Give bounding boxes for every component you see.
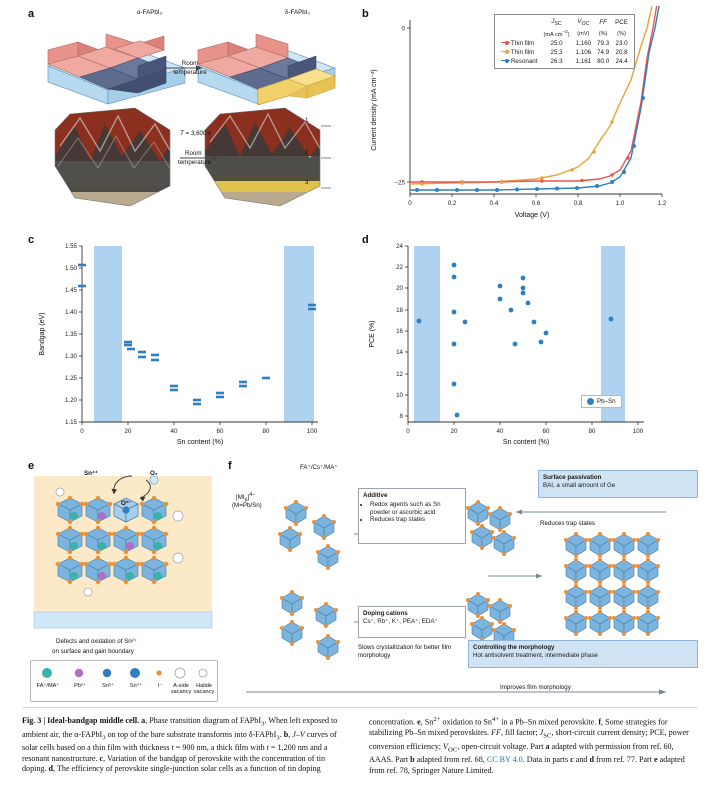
row-voc: 1,160: [575, 40, 592, 48]
label-sn4-plus: Sn⁴⁺: [84, 470, 99, 477]
svg-text:1.0: 1.0: [615, 200, 625, 207]
svg-text:60: 60: [216, 428, 224, 435]
label-o2-minus: O²⁻: [121, 500, 132, 507]
label-layer-2: 2: [305, 149, 309, 156]
panel-d-legend: [581, 395, 622, 408]
th-pce: PCE: [615, 19, 628, 27]
panel-e-letter: e: [28, 460, 35, 472]
svg-text:Sn content (%): Sn content (%): [502, 439, 550, 446]
svg-text:1.50: 1.50: [64, 265, 77, 273]
legend-label-fa-ma: FA⁺/MA⁺: [36, 683, 60, 689]
row-jsc: 26.3: [550, 58, 563, 66]
svg-text:0: 0: [406, 428, 410, 435]
svg-text:Bandgap (eV): Bandgap (eV): [39, 312, 46, 356]
box-doping-cations: [358, 606, 466, 638]
legend-item-pb-sn: [587, 398, 616, 405]
legend-label-a-site-vacancy: A-side vacancy: [170, 683, 192, 696]
box-doping-title: Doping cations: [363, 610, 408, 617]
svg-text:10: 10: [396, 392, 403, 400]
svg-text:14: 14: [396, 349, 403, 357]
label-room-temperature-2a: Room: [185, 150, 202, 157]
box-additive-bullet-2: • Reduces trap states: [370, 516, 461, 524]
svg-text:0: 0: [401, 25, 405, 33]
panel-c-chart: [28, 232, 348, 447]
th-voc: $V_{OC}$: [577, 18, 590, 28]
label-layer-1: 1: [305, 117, 309, 124]
label-o2: O₂: [150, 470, 158, 477]
svg-text:0: 0: [408, 200, 412, 207]
svg-text:1.45: 1.45: [64, 287, 77, 295]
panel-e-legend: [30, 660, 218, 702]
box-doping-bullet-1: Cs⁺, Rb⁺, K⁺, PEA⁺, EDA⁺: [363, 617, 438, 625]
row-name: Thin film: [510, 49, 535, 57]
svg-text:100: 100: [306, 428, 318, 435]
legend-label-pb2: Pb²⁺: [74, 683, 86, 689]
svg-text:8: 8: [399, 413, 403, 421]
svg-text:PCE (%): PCE (%): [369, 320, 376, 348]
svg-text:80: 80: [588, 428, 596, 435]
row-pce: 23.0: [615, 40, 628, 48]
svg-text:−25: −25: [394, 179, 405, 187]
label-m-pb-sn: (M=Pb/Sn): [232, 502, 262, 509]
svg-text:100: 100: [632, 428, 644, 435]
legend-label-sn4: Sn⁴⁺: [129, 683, 143, 689]
row-pce: 20.8: [615, 49, 628, 57]
row-pce: 24.4: [615, 58, 628, 66]
th-voc-unit: (mV): [577, 30, 590, 37]
jv-parameters-table: [498, 17, 631, 66]
row-name: Resonant: [510, 58, 538, 66]
box-morphology-title: Controlling the morphology: [473, 644, 555, 651]
table-row: [498, 57, 631, 66]
panel-f-letter: f: [228, 460, 232, 472]
panel-c-letter: c: [28, 234, 35, 246]
legend-label-sn2: Sn²⁺: [102, 683, 114, 689]
svg-text:Sn content (%): Sn content (%): [176, 439, 224, 446]
panel-a-letter: a: [28, 8, 35, 20]
box-surface-passivation: [538, 470, 698, 498]
panel-a-graphic: [30, 6, 350, 221]
label-delta-fapbi3: δ-FAPbI₃: [285, 9, 310, 16]
row-voc: 1,106: [575, 49, 592, 57]
svg-text:1.20: 1.20: [64, 397, 77, 405]
svg-text:1.2: 1.2: [657, 200, 667, 207]
svg-text:60: 60: [542, 428, 550, 435]
label-room-temperature-1a: Room: [181, 60, 199, 67]
panel-e-title-1: Defects and oxidation of Sn²⁺: [56, 638, 137, 645]
th-ff-unit: (%): [598, 30, 608, 37]
box-passivation-bullet-1: BAI, a small amount of Ge: [543, 481, 616, 489]
svg-text:0.6: 0.6: [531, 200, 541, 207]
box-morphology-bullet-1: Hot antisolvent treatment, intermediate phase: [473, 651, 598, 659]
label-alpha-fapbi3: α-FAPbI₃: [137, 9, 163, 16]
svg-text:1.40: 1.40: [64, 309, 77, 317]
caption-divider: [22, 707, 698, 708]
th-jsc-unit: (mA $cm^{-2}$): [543, 29, 570, 39]
row-jsc: 25.0: [550, 40, 563, 48]
caption-column-1: Fig. 3 | Ideal-bandgap middle cell. a, Phase transition diagram of FAPbI$_3$. When left exposed to ambient air, the α-FAPbI$_3$ on top of the bare substrate transforms into δ-FAPbI$_3$. b, J–V curves of solar cells based on a thin film with thickness t = 900 nm, a thick film with t = 1,200 nm and a resonant nanostructure. c, Variation of the bandgap of perovskite with the concentration of tin doping. d, The efficiency of perovskite single-junction solar cells as a function of tin doping concentration. e, $Sn^{2+}$ oxidation to $Sn^{4+}$ in a Pb–Sn mixed perovskite. f, Some strategies for stabilizing Pb–Sn mixed perovskites. FF, fill factor; $J_{SC}$, short-circuit current density; PCE, power conversion efficiency; $V_{OC}$, open-circuit voltage. Part a adapted with permission from ref. 60, AAAS. Part b adapted from ref. 68, CC BY 4.0. Data in parts c and d from ref. 77. Part e adapted from ref. 78, Springer Nature Limited.: [22, 716, 689, 776]
panel-e-graphic: [28, 468, 218, 653]
svg-text:22: 22: [396, 264, 403, 272]
panel-d-letter: d: [362, 234, 369, 246]
svg-text:80: 80: [262, 428, 270, 435]
svg-text:0: 0: [80, 428, 84, 435]
table-row: [498, 39, 631, 48]
box-passivation-title: Surface passivation: [543, 474, 602, 481]
box-additive: [358, 488, 466, 544]
row-ff: 74.9: [597, 49, 610, 57]
th-ff: FF: [599, 19, 607, 27]
th-jsc: $J_{SC}$: [551, 18, 562, 28]
label-fa-cs-ma: FA⁺/Cs⁺/MA⁺: [300, 464, 338, 471]
box-additive-title: Additive: [363, 492, 388, 499]
row-name: Thin film: [510, 40, 535, 48]
svg-text:Voltage (V): Voltage (V): [514, 212, 550, 219]
svg-text:20: 20: [396, 285, 403, 293]
cc-by-link[interactable]: CC BY 4.0: [486, 755, 523, 765]
panel-b-letter: b: [362, 8, 369, 20]
panel-d-chart: [362, 232, 692, 447]
box-additive-bullet-1: • Redox agents such as Sn powder or ascorbic acid: [370, 501, 461, 517]
label-room-temperature-1b: temperature: [173, 69, 207, 76]
panel-e-title-2: on surface and gain boundary: [52, 648, 134, 655]
svg-text:40: 40: [170, 428, 178, 435]
arrow-label-slows-crystallization: Slows crystallization for better film morphology: [358, 644, 452, 659]
legend-label-iodide: I⁻: [157, 683, 163, 689]
row-ff: 79.3: [597, 40, 610, 48]
svg-text:1.15: 1.15: [64, 419, 77, 427]
box-controlling-morphology: [468, 640, 698, 668]
svg-text:0.8: 0.8: [573, 200, 583, 207]
svg-text:1.25: 1.25: [64, 375, 77, 383]
row-ff: 80.0: [597, 58, 610, 66]
row-jsc: 25.3: [550, 49, 563, 57]
label-layer-3: 3: [305, 179, 309, 186]
svg-text:Current density (mA cm⁻²): Current density (mA cm⁻²): [371, 69, 378, 151]
svg-text:40: 40: [496, 428, 504, 435]
svg-text:1.55: 1.55: [64, 243, 77, 251]
table-row: [498, 48, 631, 57]
arrow-label-improves-morphology: Improves film morphology: [500, 684, 571, 691]
svg-text:12: 12: [396, 371, 403, 379]
svg-text:16: 16: [396, 328, 403, 336]
svg-text:1.35: 1.35: [64, 331, 77, 339]
svg-text:20: 20: [450, 428, 458, 435]
label-time-3600s: T = 3,600 s: [180, 130, 212, 137]
legend-label-halide-vacancy: Halide vacancy: [193, 683, 215, 696]
label-room-temperature-2b: temperature: [178, 159, 212, 166]
svg-text:0.4: 0.4: [489, 200, 499, 207]
legend-dot-icon: [587, 398, 594, 405]
svg-text:24: 24: [396, 243, 403, 251]
svg-text:20: 20: [124, 428, 132, 435]
th-pce-unit: (%): [617, 30, 626, 37]
arrow-label-reduces-trap-states: Reduces trap states: [540, 520, 596, 527]
row-voc: 1,161: [575, 58, 592, 66]
figure-caption: [22, 716, 698, 777]
svg-text:18: 18: [396, 307, 403, 315]
legend-label: Pb–Sn: [597, 398, 616, 405]
panel-b-inset-table: [494, 14, 635, 69]
svg-text:0.2: 0.2: [447, 200, 457, 207]
svg-text:1.30: 1.30: [64, 353, 77, 361]
label-mi6: $[MI_6]^{4-}$: [236, 492, 256, 504]
